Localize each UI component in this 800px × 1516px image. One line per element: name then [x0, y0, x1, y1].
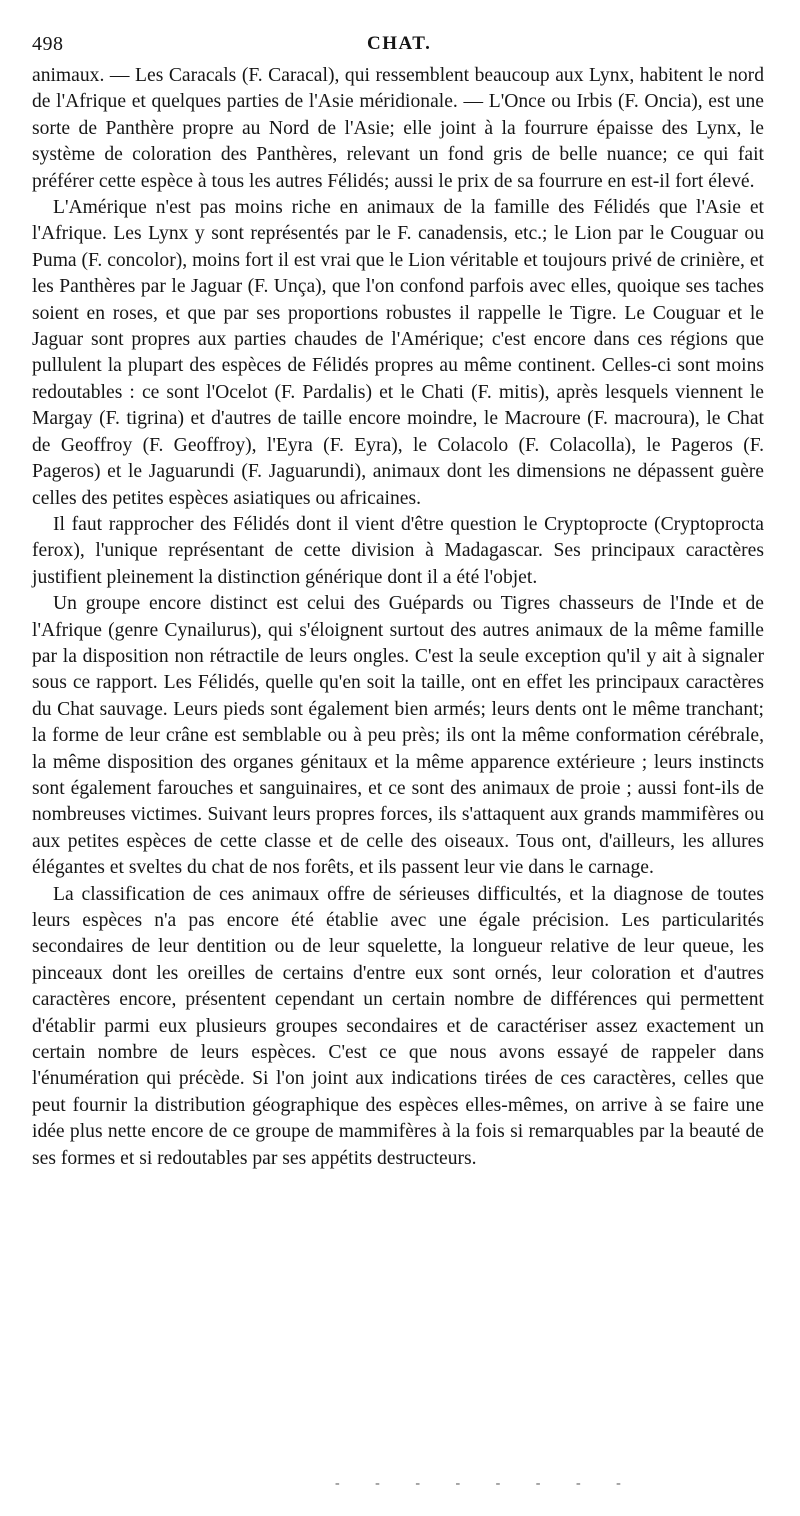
page-number: 498 [32, 33, 64, 55]
paragraph-caracal-once: animaux. — Les Caracals (F. Caracal), qui ressemblent beaucoup aux Lynx, habitent le nord de l'Afrique et quelques parties de l'Asie méridionale. — L'Once ou Irbis (F. Oncia), est une sorte de Panthère propre au Nord de l'Asie; elle joint à la fourrure épaisse des Lynx, le système de coloration des Panthères, relevant un fond gris de belle nuance; ce qui fait préférer cette espèce à tous les autres Félidés; aussi le prix de sa fourrure en est-il fort élevé. [32, 65, 764, 192]
paragraph-cryptoprocte: Il faut rapprocher des Félidés dont il vient d'être question le Cryptoprocte (Cryptoprocta ferox), l'unique représentant de cette division à Madagascar. Ses principaux caractères justifient pleinement la distinction générique dont il a été l'objet. [32, 513, 764, 588]
paragraph-guepards: Un groupe encore distinct est celui des Guépards ou Tigres chasseurs de l'Inde et de l'Afrique (genre Cynailurus), qui s'éloignent surtout des autres animaux de la même famille par la disposition non rétractile de leurs ongles. C'est la seule exception qu'il y ait à signaler sous ce rapport. Les Félidés, quelle qu'en soit la taille, ont en effet les principaux caractères du Chat sauvage. Leurs pieds sont également bien armés; leurs dents ont le même tranchant; la forme de leur crâne est semblable ou à peu près; ils ont la même conformation cérébrale, la même disposition des organes génitaux et la même apparence extérieure ; leurs instincts sont également farouches et sanguinaires, et ce sont des animaux de proie ; aussi font-ils de nombreuses victimes. Suivant leurs propres forces, ils s'attaquent aux grands mammifères ou aux petites espèces de cette classe et de celle des oiseaux. Tous ont, d'ailleurs, les allures élégantes et sveltes du chat de nos forêts, et ils passent leur vie dans le carnage. [32, 593, 764, 879]
running-head: CHAT. [367, 33, 432, 54]
page-header [32, 33, 768, 57]
paragraph-amerique: L'Amérique n'est pas moins riche en animaux de la famille des Félidés que l'Asie et l'Afrique. Les Lynx y sont représentés par le F. canadensis, etc.; le Lion par le Couguar ou Puma (F. concolor), moins fort il est vrai que le Lion véritable et toujours privé de crinière, et les Panthères par le Jaguar (F. Unça), que l'on confond parfois avec elles, quoique ses taches soient en roses, et que par ses proportions robustes il rappelle le Tigre. Le Couguar et le Jaguar sont propres aux parties chaudes de l'Amérique; c'est encore dans ces régions que pullulent la plupart des espèces de Félidés propres au même continent. Celles-ci sont moins redoutables : ce sont l'Ocelot (F. Pardalis) et le Chati (F. mitis), après lesquels viennent le Margay (F. tigrina) et d'autres de taille encore moindre, le Macroure (F. macroura), le Chat de Geoffroy (F. Geoffroy), l'Eyra (F. Eyra), le Colacolo (F. Colacolla), le Pageros (F. Pageros) et le Jaguarundi (F. Jaguarundi), animaux dont les dimensions ne dépassent guère celles des petites espèces asiatiques ou africaines. [32, 197, 764, 509]
page-body [32, 63, 764, 1172]
footer-dashes: - - - - - - - - [335, 1476, 637, 1491]
paragraph-classification: La classification de ces animaux offre de sérieuses difficultés, et la diagnose de toutes leurs espèces n'a pas encore été établie avec une égale précision. Les particularités secondaires de leur dentition ou de leur squelette, la longueur relative de leur queue, les pinceaux dont les oreilles de certains d'entre eux sont ornés, leur coloration et d'autres caractères encore, présentent cependant un certain nombre de différences qui permettent d'établir parmi eux plusieurs groupes secondaires et de caractériser assez exactement un certain nombre de leurs espèces. C'est ce que nous avons essayé de rappeler dans l'énumération qui précède. Si l'on joint aux indications tirées de ces caractères, celles que peut fournir la distribution géographique des espèces elles-mêmes, on arrive à se faire une idée plus nette encore de ce groupe de mammifères à la fois si remarquables par la beauté de ses formes et si redoutables par ses appétits destructeurs. [32, 883, 764, 1169]
